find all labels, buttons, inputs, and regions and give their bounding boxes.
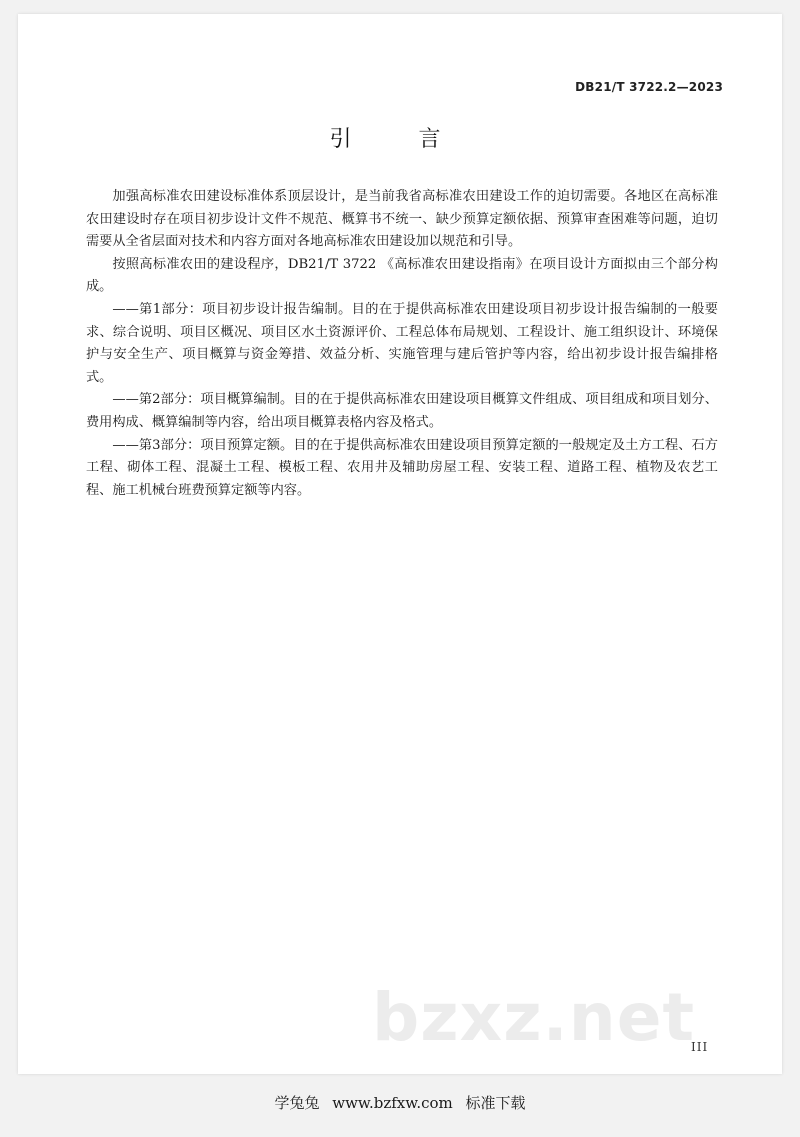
paragraph-part-1: ——第1部分：项目初步设计报告编制。目的在于提供高标准农田建设项目初步设计报告编制的一般要求、综合说明、项目区概况、项目区水土资源评价、工程总体布局规划、工程设计、施工组织设计、环境保护与安全生产、项目概算与资金筹措、效益分析、实施管理与建后管护等内容，给出初步设计报告编排格式。 (86, 301, 718, 385)
document-page (18, 14, 782, 1074)
watermark: bzxz.net (372, 979, 696, 1056)
page-number: III (691, 1040, 709, 1054)
paragraph-intro: 加强高标准农田建设标准体系顶层设计，是当前我省高标准农田建设工作的迫切需要。各地区在高标准农田建设时存在项目初步设计文件不规范、概算书不统一、缺少预算定额依据、预算审查困难等问题，迫切需要从全省层面对技术和内容方面对各地高标准农田建设加以规范和引导。 (86, 189, 718, 250)
footer-url[interactable]: www.bzfxw.com (332, 1094, 453, 1112)
footer-site-name: 学兔兔 (274, 1094, 320, 1112)
paragraph-part-3: ——第3部分：项目预算定额。目的在于提供高标准农田建设项目预算定额的一般规定及土方工程、石方工程、砌体工程、混凝土工程、模板工程、农用井及辅助房屋工程、安装工程、道路工程、植物及农艺工程、施工机械台班费预算定额等内容。 (86, 437, 718, 498)
body-text (86, 186, 718, 502)
paragraph-part-2: ——第2部分：项目概算编制。目的在于提供高标准农田建设项目概算文件组成、项目组成和项目划分、费用构成、概算编制等内容，给出项目概算表格内容及格式。 (86, 392, 718, 430)
page-title: 引 言 (329, 127, 471, 152)
footer (0, 1092, 800, 1113)
footer-tagline: 标准下载 (465, 1094, 526, 1112)
paragraph-structure: 按照高标准农田的建设程序，DB21/T 3722 《高标准农田建设指南》在项目设计方面拟由三个部分构成。 (86, 256, 718, 295)
document-code: DB21/T 3722.2—2023 (575, 80, 723, 94)
